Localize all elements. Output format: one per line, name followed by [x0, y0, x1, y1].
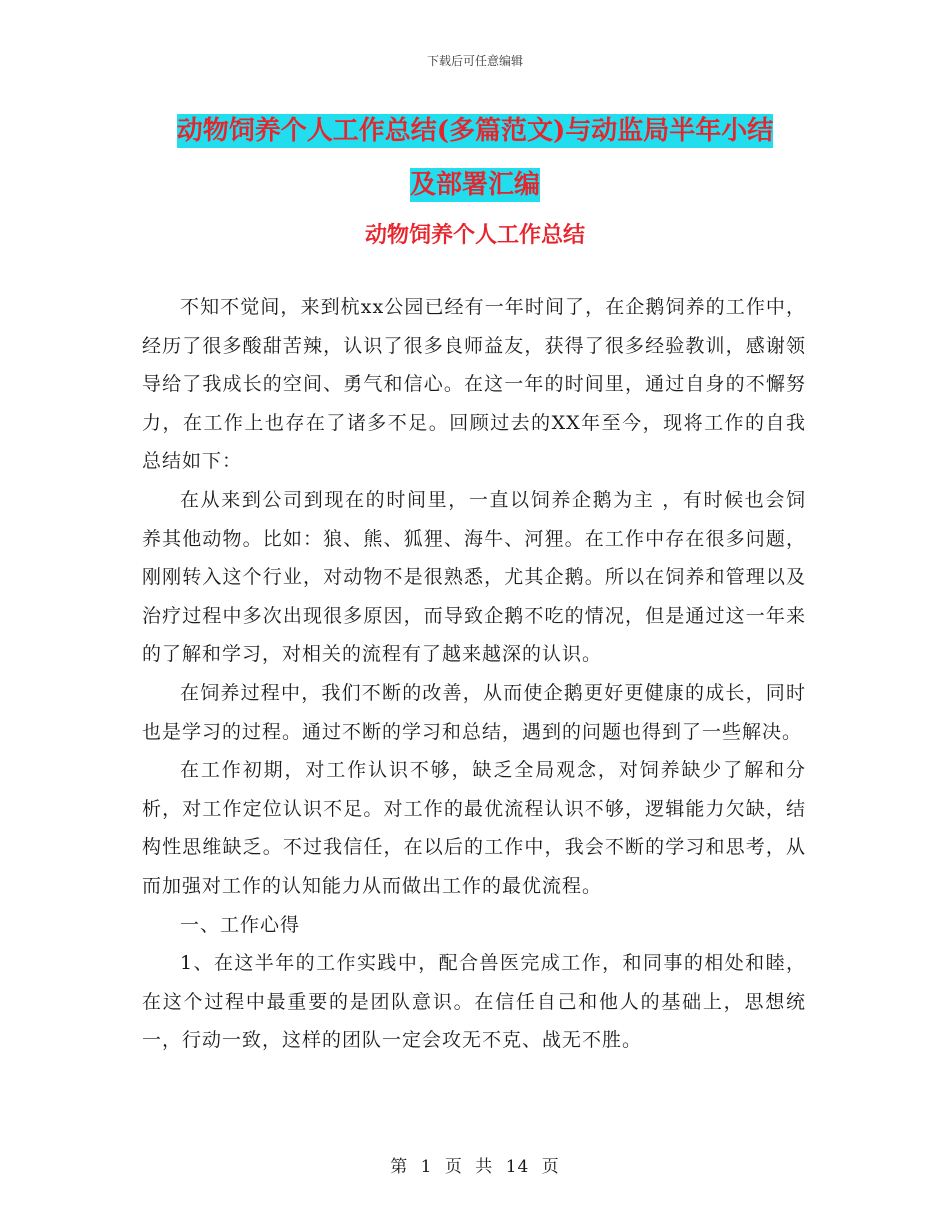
- paragraph: 在饲养过程中，我们不断的改善，从而使企鹅更好更健康的成长，同时也是学习的过程。通过不断的学习和总结，遇到的问题也得到了一些解决。: [142, 681, 806, 743]
- title-line-2: 及部署汇编: [409, 170, 540, 200]
- paragraph: 1、在这半年的工作实践中，配合兽医完成工作，和同事的相处和睦，在这个过程中最重要的是团队意识。在信任自己和他人的基础上，思想统一，行动一致，这样的团队一定会攻无不克、战无不胜。: [142, 952, 806, 1052]
- subheading: 一、工作心得: [180, 913, 301, 936]
- body-text: [142, 288, 806, 1060]
- title-line-1: 动物饲养个人工作总结(多篇范文)与动监局半年小结: [176, 116, 774, 146]
- section-title: 动物饲养个人工作总结: [364, 222, 585, 248]
- document-title: [140, 104, 810, 212]
- paragraph: 不知不觉间，来到杭xx公园已经有一年时间了，在企鹅饲养的工作中，经历了很多酸甜苦辣，认识了很多良师益友，获得了很多经验教训，感谢领导给了我成长的空间、勇气和信心。在这一年的时间里，通过自身的不懈努力，在工作上也存在了诸多不足。回顾过去的XX年至今，现将工作的自我总结如下：: [142, 296, 806, 473]
- paragraph: 在从来到公司到现在的时间里，一直以饲养企鹅为主 ，有时候也会饲养其他动物。比如：狼、熊、狐狸、海牛、河狸。在工作中存在很多问题，刚刚转入这个行业，对动物不是很熟悉，尤其企鹅。所以在饲养和管理以及治疗过程中多次出现很多原因，而导致企鹅不吃的情况，但是通过这一年来的了解和学习，对相关的流程有了越来越深的认识。: [142, 488, 806, 666]
- page-number-footer: 第 1 页 共 14 页: [390, 1157, 560, 1177]
- header-note: 下载后可任意编辑: [426, 54, 523, 68]
- paragraph: 在工作初期，对工作认识不够，缺乏全局观念，对饲养缺少了解和分析，对工作定位认识不足。对工作的最优流程认识不够，逻辑能力欠缺，结构性思维缺乏。不过我信任，在以后的工作中，我会不断的学习和思考，从而加强对工作的认知能力从而做出工作的最优流程。: [142, 759, 806, 897]
